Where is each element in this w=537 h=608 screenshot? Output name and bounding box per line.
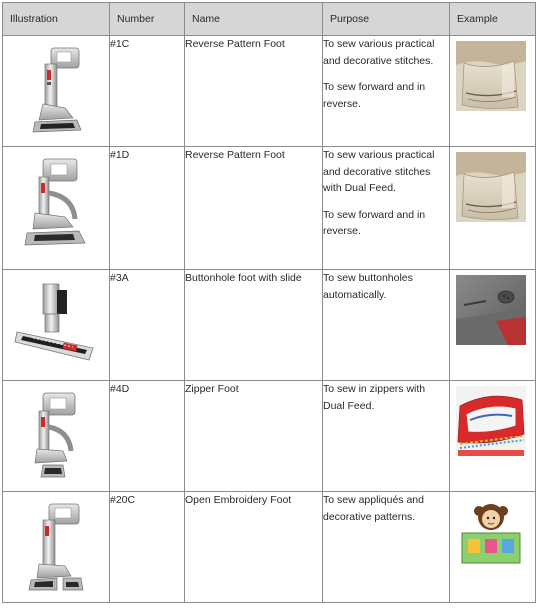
purpose-text: To sew buttonholes automatically. [323, 272, 413, 301]
header-example: Example [450, 3, 536, 36]
fabric-garment-example-icon [456, 41, 526, 111]
illustration-cell [3, 381, 110, 492]
purpose-text: To sew in zippers with Dual Feed. [323, 383, 426, 412]
purpose-cell [323, 270, 450, 381]
buttonhole-fabric-example-icon [456, 275, 526, 345]
number-cell: #1D [110, 147, 185, 270]
buttonhole-foot-icon [13, 276, 103, 372]
open-embroidery-foot-icon [13, 498, 103, 594]
name-cell: Zipper Foot [185, 381, 323, 492]
purpose-cell [323, 36, 450, 147]
name-cell: Reverse Pattern Foot [185, 147, 323, 270]
purpose-text: To sew various practical and decorative stitches. [323, 38, 435, 67]
header-number: Number [110, 3, 185, 36]
purpose-cell [323, 147, 450, 270]
purpose-text: To sew appliqués and decorative patterns. [323, 494, 424, 523]
name-cell: Buttonhole foot with slide [185, 270, 323, 381]
example-cell [450, 270, 536, 381]
name-cell: Open Embroidery Foot [185, 492, 323, 603]
table-row [3, 36, 536, 147]
purpose-text: To sew forward and in reverse. [323, 81, 426, 110]
example-cell [450, 36, 536, 147]
header-name: Name [185, 3, 323, 36]
illustration-cell [3, 492, 110, 603]
table-header-row [3, 3, 536, 36]
presser-feet-table [2, 2, 536, 603]
fabric-garment-example-icon [456, 152, 526, 222]
number-cell: #3A [110, 270, 185, 381]
header-illustration: Illustration [3, 3, 110, 36]
header-purpose: Purpose [323, 3, 450, 36]
zipper-foot-icon [13, 387, 103, 483]
number-cell: #4D [110, 381, 185, 492]
purpose-text: To sew various practical and decorative stitches with Dual Feed. [323, 149, 435, 194]
name-cell: Reverse Pattern Foot [185, 36, 323, 147]
table-row [3, 381, 536, 492]
presser-foot-1d-icon [13, 153, 103, 249]
table-row [3, 492, 536, 603]
purpose-cell [323, 492, 450, 603]
number-cell: #20C [110, 492, 185, 603]
example-cell [450, 381, 536, 492]
presser-foot-1c-icon [13, 42, 103, 138]
number-cell: #1C [110, 36, 185, 147]
zipper-bag-example-icon [456, 386, 526, 456]
illustration-cell [3, 36, 110, 147]
applique-example-icon [456, 497, 526, 567]
example-cell [450, 147, 536, 270]
purpose-text: To sew forward and in reverse. [323, 208, 426, 237]
example-cell [450, 492, 536, 603]
purpose-cell [323, 381, 450, 492]
illustration-cell [3, 270, 110, 381]
illustration-cell [3, 147, 110, 270]
table-row [3, 270, 536, 381]
table-row [3, 147, 536, 270]
